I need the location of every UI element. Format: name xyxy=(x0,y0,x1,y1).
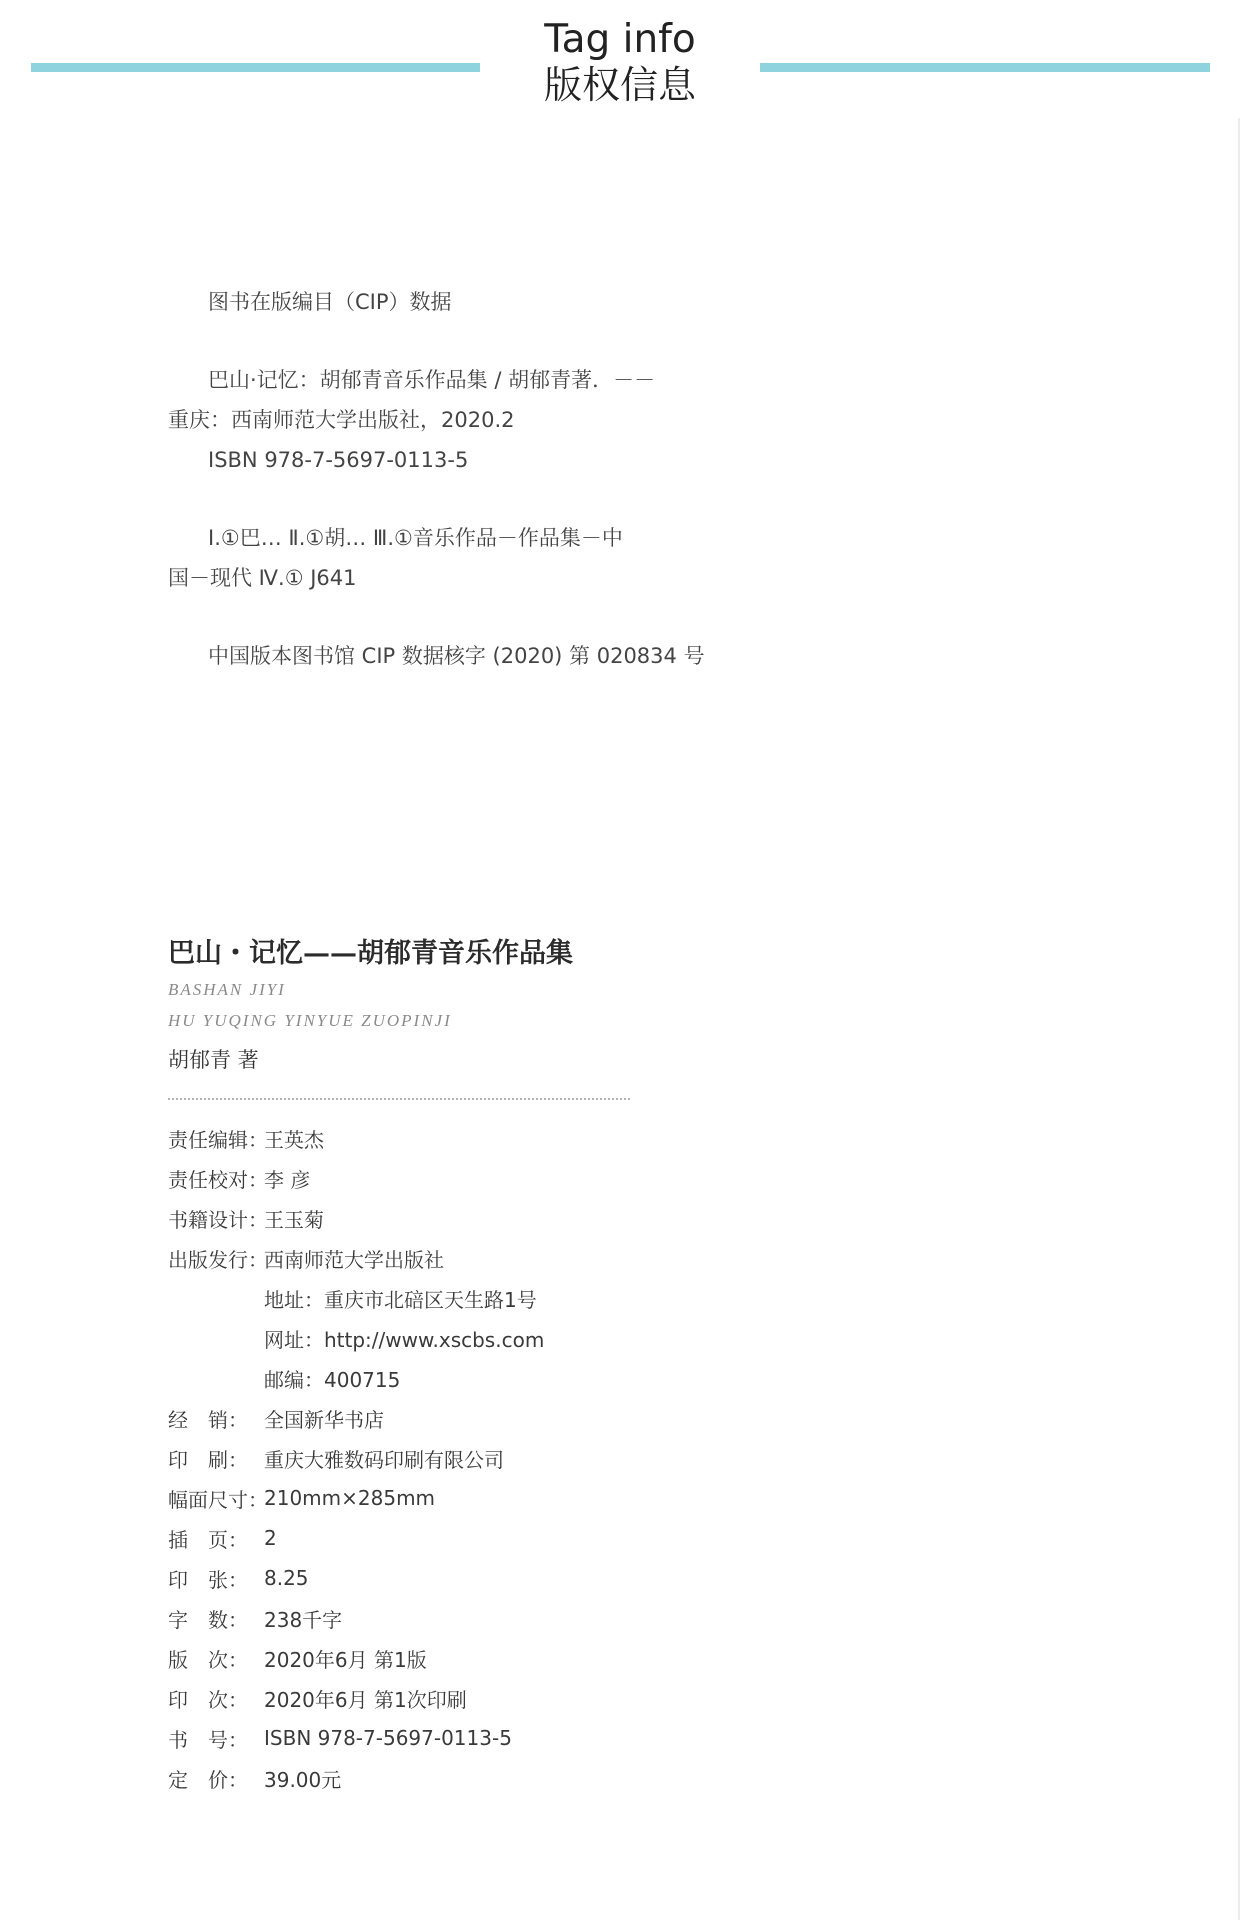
detail-value: 2020年6月 第1次印刷 xyxy=(264,1687,467,1712)
page-header xyxy=(480,18,760,108)
detail-label: 出版发行： xyxy=(168,1247,268,1272)
detail-label: 书 号： xyxy=(168,1727,248,1752)
detail-label: 印 刷： xyxy=(168,1447,248,1472)
header-divider-left xyxy=(31,63,480,72)
cip-block xyxy=(168,282,808,676)
detail-row xyxy=(168,1678,868,1718)
detail-label: 插 页： xyxy=(168,1527,248,1552)
detail-value: 王英杰 xyxy=(264,1127,324,1152)
detail-value: 西南师范大学出版社 xyxy=(264,1247,444,1272)
detail-row xyxy=(168,1118,868,1158)
detail-row xyxy=(168,1238,868,1278)
detail-value: 8.25 xyxy=(264,1566,309,1590)
header-title-en: Tag info xyxy=(544,17,696,62)
detail-value: 网址：http://www.xscbs.com xyxy=(264,1327,545,1352)
detail-row xyxy=(168,1598,868,1638)
detail-row xyxy=(168,1358,868,1398)
cip-approval: 中国版本图书馆 CIP 数据核字 (2020) 第 020834 号 xyxy=(208,644,705,668)
detail-value: 全国新华书店 xyxy=(264,1407,384,1432)
cip-line: 重庆：西南师范大学出版社，2020.2 xyxy=(168,408,515,432)
cip-class-line: 国－现代 Ⅳ.① J641 xyxy=(168,566,357,590)
detail-row xyxy=(168,1318,868,1358)
detail-row xyxy=(168,1718,868,1758)
detail-value: 邮编：400715 xyxy=(264,1367,401,1392)
book-pinyin-subtitle: HU YUQING YINYUE ZUOPINJI xyxy=(168,1011,452,1030)
detail-value: ISBN 978-7-5697-0113-5 xyxy=(264,1726,512,1750)
book-title: 巴山・记忆——胡郁青音乐作品集 xyxy=(168,938,573,969)
detail-label: 印 次： xyxy=(168,1687,248,1712)
detail-row xyxy=(168,1278,868,1318)
detail-label: 经 销： xyxy=(168,1407,248,1432)
detail-row xyxy=(168,1478,868,1518)
header-divider-right xyxy=(760,63,1210,72)
detail-label: 幅面尺寸： xyxy=(168,1487,268,1512)
detail-value: 地址：重庆市北碚区天生路1号 xyxy=(264,1287,537,1312)
detail-row xyxy=(168,1518,868,1558)
detail-value: 王玉菊 xyxy=(264,1207,324,1232)
detail-label: 印 张： xyxy=(168,1567,248,1592)
detail-label: 版 次： xyxy=(168,1647,248,1672)
dotted-divider xyxy=(168,1098,630,1100)
cip-isbn: ISBN 978-7-5697-0113-5 xyxy=(208,448,469,472)
detail-row xyxy=(168,1558,868,1598)
cip-line: 巴山·记忆：胡郁青音乐作品集 / 胡郁青著．－－ xyxy=(208,368,656,392)
detail-row xyxy=(168,1398,868,1438)
cip-class-line: Ⅰ.①巴… Ⅱ.①胡… Ⅲ.①音乐作品－作品集－中 xyxy=(208,526,623,550)
publication-details xyxy=(168,1118,868,1798)
detail-value: 2020年6月 第1版 xyxy=(264,1647,427,1672)
cip-heading: 图书在版编目（CIP）数据 xyxy=(208,290,452,314)
detail-value: 238千字 xyxy=(264,1607,343,1632)
detail-label: 书籍设计： xyxy=(168,1207,268,1232)
detail-label: 责任编辑： xyxy=(168,1127,268,1152)
detail-label: 字 数： xyxy=(168,1607,248,1632)
detail-row xyxy=(168,1158,868,1198)
detail-label: 定 价： xyxy=(168,1767,248,1792)
detail-row xyxy=(168,1758,868,1798)
detail-row xyxy=(168,1638,868,1678)
detail-label: 责任校对： xyxy=(168,1167,268,1192)
detail-value: 39.00元 xyxy=(264,1767,342,1792)
detail-row xyxy=(168,1438,868,1478)
detail-value: 李 彦 xyxy=(264,1167,311,1192)
book-info xyxy=(168,934,868,1798)
detail-row xyxy=(168,1198,868,1238)
detail-value: 2 xyxy=(264,1526,277,1550)
book-author: 胡郁青 著 xyxy=(168,1048,259,1072)
detail-value: 重庆大雅数码印刷有限公司 xyxy=(264,1447,504,1472)
detail-value: 210mm×285mm xyxy=(264,1486,436,1510)
book-pinyin-title: BASHAN JIYI xyxy=(168,980,286,999)
header-title-zh: 版权信息 xyxy=(543,63,696,107)
